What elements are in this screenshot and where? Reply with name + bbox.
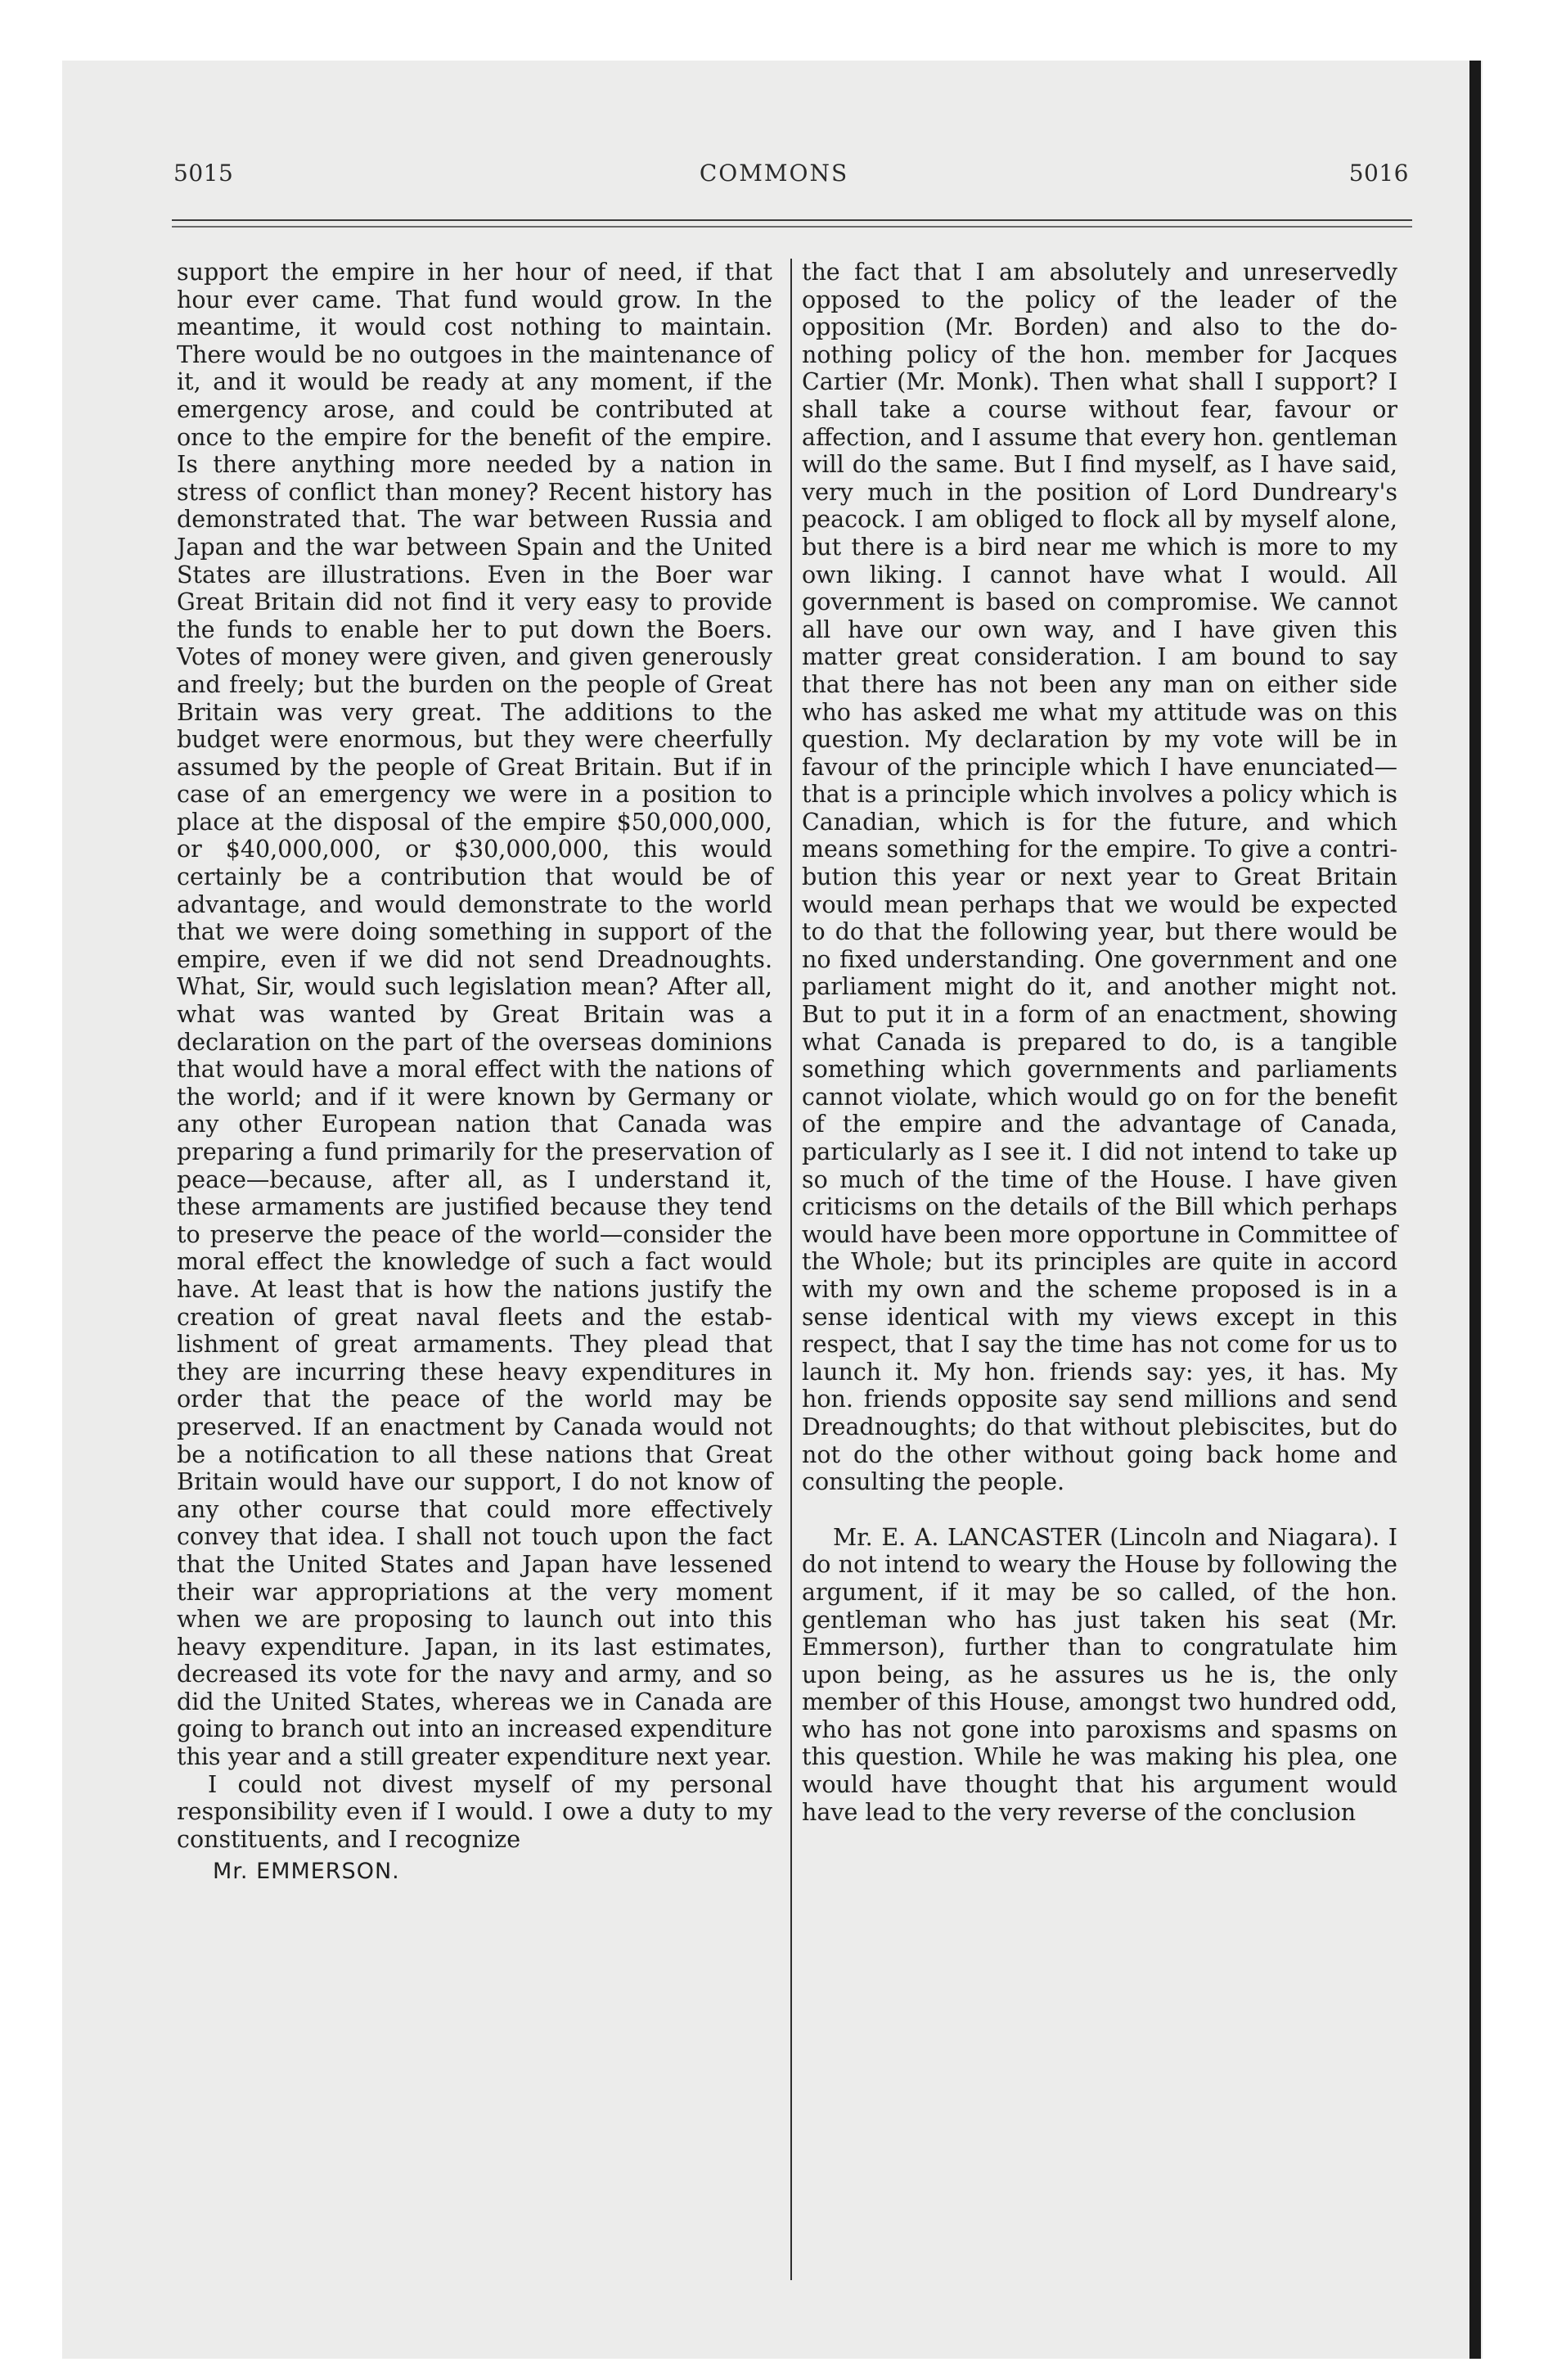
page-number-right: 5016 bbox=[1348, 160, 1409, 187]
column-divider bbox=[790, 259, 792, 2280]
header-rule-top bbox=[172, 219, 1412, 221]
left-column bbox=[177, 259, 772, 1886]
right-paragraph-2: Mr. E. A. LANCASTER (Lincoln and Niagara). I do not intend to weary the House by following the argument, if it may be so called, of the hon. gentleman who has just taken his seat (Mr. Emmerson), further than to congratulate him upon being, as he assures us he is, the only member of this House, amongst two hundred odd, who has not gone into paroxisms and spasms on this question. While he was making his plea, one would have thought that his argument would have lead to the very reverse of the conclusion bbox=[802, 1523, 1397, 1826]
running-head-title: COMMONS bbox=[699, 160, 849, 187]
left-paragraph-2: I could not divest myself of my personal responsibility even if I would. I owe a duty to my constituents, and I recognize bbox=[177, 1770, 772, 1853]
header-rule-bottom bbox=[172, 226, 1412, 228]
page-edge-shadow bbox=[1469, 61, 1481, 2359]
right-paragraph-1: the fact that I am absolutely and unreservedly opposed to the policy of the leader of the opposition (Mr. Borden) and also to the do-nothing policy of the hon. member for Jacques Cartier (Mr. Monk). Then what shall I support? I shall take a course without fear, favour or affection, and I assume that every hon. gentleman will do the same. But I find myself, as I have said, very much in the position of Lord Dundreary's peacock. I am obliged to flock all by myself alone, but there is a bird near me which is more to my own liking. I cannot have what I would. All government is based on compromise. We cannot all have our own way, and I have given this matter great consideration. I am bound to say that there has not been any man on either side who has asked me what my attitude was on this question. My declaration by my vote will be in favour of the principle which I have enunciated—that is a principle which involves a policy which is Canadian, which is for the future, and which means something for the empire. To give a contribution this year or next year to Great Britain would mean perhaps that we would be expected to do that the following year, but there would be no fixed understanding. One government and one parliament might do it, and another might not. But to put it in a form of an enactment, showing what Canada is prepared to do, is a tangible something which governments and parliaments cannot violate, which would go on for the benefit of the empire and the advantage of Canada, particularly as I see it. I did not intend to take up so much of the time of the House. I have given criticisms on the details of the Bill which perhaps would have been more opportune in Committee of the Whole; but its principles are quite in accord with my own and the scheme proposed is in a sense identical with my views except in this respect, that I say the time has not come for us to launch it. My hon. friends say: yes, it has. My hon. friends opposite say send millions and send Dreadnoughts; do that without plebiscites, but do not do the other without going back home and consulting the people. bbox=[802, 259, 1397, 1496]
right-column bbox=[802, 259, 1397, 1826]
left-paragraph-1: support the empire in her hour of need, if that hour ever came. That fund would grow. In the meantime, it would cost nothing to maintain. There would be no outgoes in the maintenance of it, and it would be ready at any moment, if the emergency arose, and could be contributed at once to the empire for the benefit of the empire. Is there anything more needed by a nation in stress of conflict than money? Recent history has demonstrated that. The war between Russia and Japan and the war between Spain and the United States are illustrations. Even in the Boer war Great Britain did not find it very easy to provide the funds to enable her to put down the Boers. Votes of money were given, and given generously and freely; but the burden on the people of Great Britain was very great. The additions to the budget were enormous, but they were cheerfully assumed by the people of Great Britain. But if in case of an emergency we were in a position to place at the disposal of the empire $50,000,000, or $40,000,000, or $30,000,000, this would certainly be a contribution that would be of advantage, and would demonstrate to the world that we were doing something in support of the empire, even if we did not send Dreadnoughts. What, Sir, would such legislation mean? After all, what was wanted by Great Britain was a declaration on the part of the overseas dominions that would have a moral effect with the nations of the world; and if it were known by Germany or any other European nation that Canada was preparing a fund primarily for the preservation of peace—because, after all, as I understand it, these armaments are justified because they tend to preserve the peace of the world—consider the moral effect the knowledge of such a fact would have. At least that is how the nations justify the creation of great naval fleets and the establishment of great armaments. They plead that they are incurring these heavy expenditures in order that the peace of the world may be preserved. If an enactment by Canada would not be a notification to all these nations that Great Britain would have our support, I do not know of any other course that could more effectively convey that idea. I shall not touch upon the fact that the United States and Japan have lessened their war appropriations at the very moment when we are proposing to launch out into this heavy expenditure. Japan, in its last estimates, decreased its vote for the navy and army, and so did the United States, whereas we in Canada are going to branch out into an increased expenditure this year and a still greater expenditure next year. bbox=[177, 259, 772, 1771]
speaker-footer: Mr. EMMERSON. bbox=[213, 1859, 400, 1885]
page-number-left: 5015 bbox=[173, 160, 234, 187]
